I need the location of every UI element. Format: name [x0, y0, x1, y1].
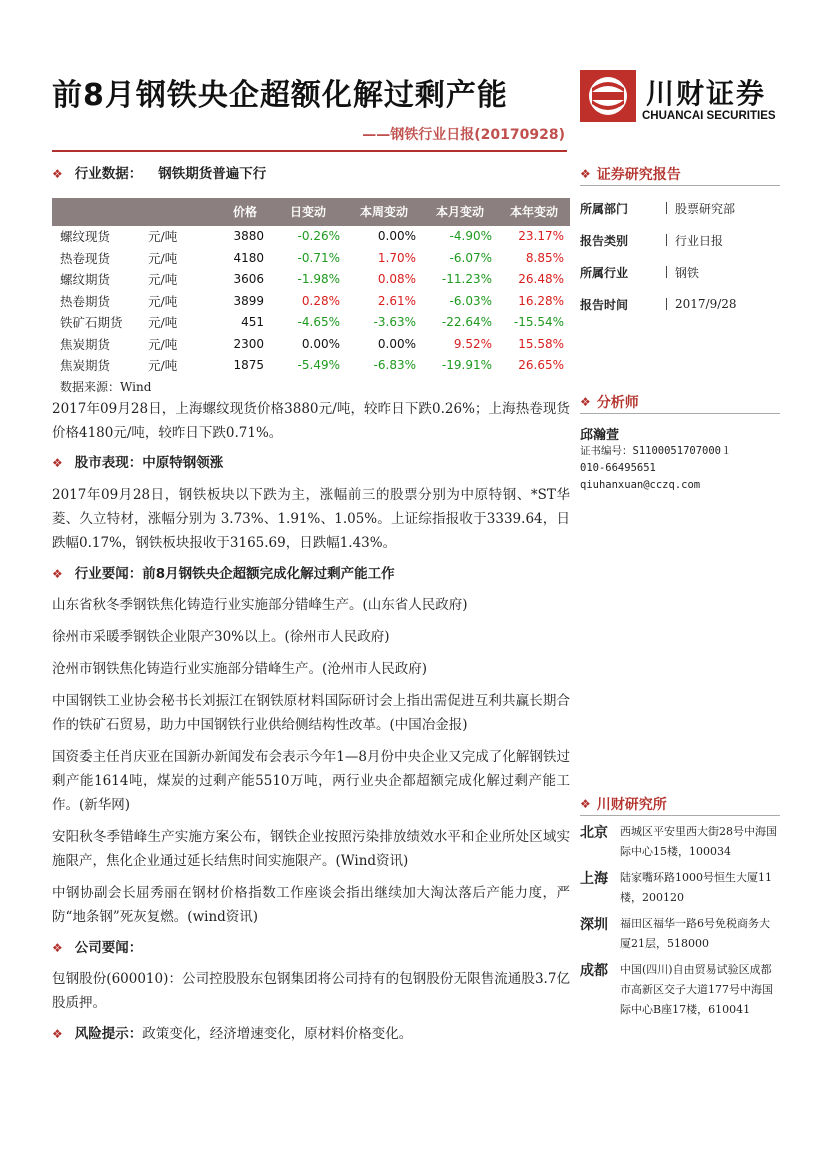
news-item: 中国钢铁工业协会秘书长刘振江在钢铁原材料国际研讨会上指出需促进互利共赢长期合作的铁矿石贸易，助力中国钢铁行业供给侧结构性改革。(中国冶金报) — [52, 692, 570, 733]
info-row — [580, 192, 780, 224]
sidebar-analyst — [580, 392, 780, 494]
news-item: 沧州市钢铁焦化铸造行业实施部分错峰生产。(沧州市人民政府) — [52, 660, 428, 677]
diamond-bullet-icon: ❖ — [52, 455, 63, 470]
info-key: 所属行业 — [580, 265, 629, 280]
cell-year: 26.65% — [518, 358, 564, 372]
risk-text: 政策变化，经济增速变化，原材料价格变化。 — [142, 1025, 413, 1042]
diamond-bullet-icon: ❖ — [580, 394, 591, 409]
city-addr: 福田区福华一路6号免税商务大厦21层，518000 — [620, 917, 770, 950]
cell-month: -22.64% — [441, 315, 492, 329]
info-value: 行业日报 — [675, 233, 724, 248]
cell-week: 2.61% — [377, 293, 416, 308]
section-label: 公司要闻： — [74, 939, 143, 956]
section-headline: 前8月钢铁央企超额完成化解过剩产能工作 — [142, 565, 395, 582]
cell-name: 焦炭期货 — [60, 336, 111, 352]
sidebar-institute — [580, 794, 780, 1020]
diamond-bullet-icon: ❖ — [52, 940, 63, 955]
cell-price: 4180 — [233, 250, 264, 265]
analyst-cert: 证书编号：S1100051707000１ — [580, 445, 732, 457]
cell-year: 15.58% — [518, 336, 564, 351]
company-paragraph: 包钢股份(600010)：公司控股股东包钢集团将公司持有的包钢股份无限售流通股3.7亿股质押。 — [52, 970, 570, 1011]
company-logo — [580, 70, 780, 130]
cell-day: 0.00% — [301, 336, 340, 351]
section-industry-data — [52, 160, 570, 188]
logo-text-cn: 川财证券 — [646, 77, 767, 110]
cell-day: -4.65% — [297, 315, 340, 329]
cell-unit: 元/吨 — [148, 315, 178, 330]
table-header-row — [52, 198, 570, 226]
section-industry-news — [52, 555, 570, 593]
cell-year: -15.54% — [513, 315, 564, 329]
cell-price: 1875 — [233, 358, 264, 372]
cell-unit: 元/吨 — [148, 250, 178, 266]
sidebar-heading-text: 证券研究报告 — [596, 166, 681, 183]
cell-name: 铁矿石期货 — [60, 315, 123, 330]
cell-month: 9.52% — [453, 336, 492, 351]
cell-price: 3606 — [233, 272, 264, 286]
sidebar-heading — [580, 392, 780, 414]
cell-week: 0.00% — [377, 336, 416, 351]
table-row — [52, 269, 570, 291]
col-header-price: 价格 — [220, 198, 270, 226]
col-header-week: 本周变动 — [346, 198, 422, 226]
price-paragraph: 2017年09月28日，上海螺纹现货价格3880元/吨，较昨日下跌0.26%；上海热卷现货价格4180元/吨，较昨日下跌0.71%。 — [52, 400, 570, 441]
diamond-bullet-icon: ❖ — [52, 566, 63, 581]
section-label: 股市表现： — [74, 454, 143, 471]
table-row — [52, 248, 570, 270]
cell-year: 16.28% — [518, 293, 564, 308]
cell-month: -19.91% — [441, 358, 492, 372]
info-value: 钢铁 — [675, 265, 700, 280]
analyst-name: 邱瀚萱 — [580, 428, 620, 443]
city-name: 成都 — [580, 963, 608, 979]
info-row — [580, 224, 780, 256]
info-key: 报告时间 — [580, 297, 629, 312]
cell-day: -5.49% — [297, 358, 340, 372]
cell-year: 26.48% — [518, 272, 564, 286]
news-item: 山东省秋冬季钢铁焦化铸造行业实施部分错峰生产。(山东省人民政府) — [52, 596, 468, 613]
logo-mark-icon — [580, 70, 636, 122]
section-headline: 钢铁期货普遍下行 — [158, 166, 267, 182]
city-name: 上海 — [580, 871, 608, 887]
cell-name: 热卷期货 — [60, 293, 111, 309]
diamond-bullet-icon: ❖ — [580, 166, 591, 181]
cell-unit: 元/吨 — [148, 358, 178, 373]
cell-day: -0.71% — [297, 250, 340, 265]
section-stock-performance — [52, 445, 570, 481]
news-item: 国资委主任肖庆亚在国新办新闻发布会表示今年1—8月份中央企业又完成了化解钢铁过剩产能1614吨，煤炭的过剩产能5510万吨，两行业央企都超额完成化解过剩产能工作。(新华网) — [52, 748, 570, 813]
diamond-bullet-icon: ❖ — [52, 167, 63, 181]
cell-day: 0.28% — [301, 293, 340, 308]
cell-name: 螺纹现货 — [60, 229, 111, 244]
section-headline: 中原特钢领涨 — [142, 454, 224, 471]
city-address — [580, 822, 780, 862]
diamond-bullet-icon: ❖ — [580, 796, 591, 811]
title-divider — [52, 150, 567, 152]
cell-name: 热卷现货 — [60, 250, 111, 266]
info-key: 所属部门 — [580, 201, 629, 216]
info-divider — [666, 202, 667, 214]
news-item: 中钢协副会长屈秀丽在钢材价格指数工作座谈会指出继续加大淘汰落后产能力度，严防“地条钢”死灰复燃。(wind资讯) — [52, 884, 570, 925]
table-row — [52, 226, 570, 248]
city-address — [580, 914, 780, 954]
city-addr: 西城区平安里西大街28号中海国际中心15楼，100034 — [620, 825, 777, 858]
col-header-day: 日变动 — [270, 198, 346, 226]
cell-week: 0.08% — [377, 272, 416, 286]
table-row — [52, 312, 570, 334]
cell-unit: 元/吨 — [148, 272, 178, 287]
analyst-email[interactable]: qiuhanxuan@cczq.com — [580, 479, 701, 491]
sidebar-heading-text: 川财研究所 — [596, 796, 667, 813]
col-header-month: 本月变动 — [422, 198, 498, 226]
cell-day: -0.26% — [297, 229, 340, 243]
cell-price: 451 — [241, 315, 264, 329]
section-risk — [52, 1015, 570, 1053]
cell-week: 1.70% — [377, 250, 416, 265]
city-addr: 陆家嘴环路1000号恒生大厦11楼，200120 — [620, 871, 772, 904]
cell-unit: 元/吨 — [148, 293, 178, 309]
sidebar-heading — [580, 794, 780, 816]
cell-price: 3899 — [233, 293, 264, 308]
info-value: 股票研究部 — [675, 201, 736, 216]
info-divider — [666, 298, 667, 310]
cell-month: -11.23% — [441, 272, 492, 286]
main-content — [52, 160, 570, 1053]
report-title: 前8月钢铁央企超额化解过剩产能 — [52, 78, 508, 113]
info-key: 报告类别 — [580, 233, 629, 248]
cell-unit: 元/吨 — [148, 336, 178, 352]
sidebar-heading — [580, 164, 780, 186]
stock-paragraph: 2017年09月28日，钢铁板块以下跌为主，涨幅前三的股票分别为中原特钢、*ST华菱、久立特材，涨幅分别为 3.73%、1.91%、1.05%。上证综指报收于3339.64，日跌幅0.17%，钢铁板块报收于3165.69，日跌幅1.43%。 — [52, 486, 570, 551]
table-row — [52, 355, 570, 377]
cell-day: -1.98% — [297, 272, 340, 286]
cell-week: -3.63% — [373, 315, 416, 329]
cell-week: 0.00% — [377, 229, 416, 243]
cell-month: -4.90% — [449, 229, 492, 243]
city-name: 北京 — [580, 825, 608, 841]
table-row — [52, 334, 570, 356]
cell-year: 23.17% — [518, 229, 564, 243]
report-subtitle: ——钢铁行业日报(20170928) — [362, 127, 565, 143]
city-address — [580, 960, 780, 1020]
section-label: 行业要闻： — [74, 565, 143, 582]
info-value: 2017/9/28 — [675, 297, 737, 311]
city-addr: 中国(四川)自由贸易试验区成都市高新区交子大道177号中海国际中心B座17楼，610041 — [620, 963, 773, 1016]
sidebar-heading-text: 分析师 — [596, 394, 639, 411]
cell-price: 2300 — [233, 336, 264, 351]
diamond-bullet-icon: ❖ — [52, 1026, 63, 1041]
news-item: 徐州市采暖季钢铁企业限产30%以上。(徐州市人民政府) — [52, 628, 390, 645]
section-company-news — [52, 929, 570, 967]
section-label: 行业数据： — [74, 166, 143, 182]
cell-month: -6.03% — [449, 293, 492, 308]
info-divider — [666, 234, 667, 246]
info-row — [580, 256, 780, 288]
cell-week: -6.83% — [373, 358, 416, 372]
cell-price: 3880 — [233, 229, 264, 243]
table-row — [52, 291, 570, 313]
cell-month: -6.07% — [449, 250, 492, 265]
city-address — [580, 868, 780, 908]
price-table — [52, 198, 570, 377]
info-row — [580, 288, 780, 320]
cell-name: 焦炭期货 — [60, 358, 111, 373]
cell-year: 8.85% — [525, 250, 564, 265]
logo-text-en: CHUANCAI SECURITIES — [642, 110, 776, 122]
col-header-year: 本年变动 — [498, 198, 570, 226]
city-name: 深圳 — [580, 917, 608, 933]
cell-unit: 元/吨 — [148, 229, 178, 244]
cell-name: 螺纹期货 — [60, 272, 111, 287]
section-label: 风险提示： — [74, 1025, 143, 1042]
table-source: 数据来源：Wind — [60, 379, 152, 394]
sidebar-report-info — [580, 164, 780, 320]
info-divider — [666, 266, 667, 278]
analyst-phone: 010-66495651 — [580, 462, 656, 474]
news-item: 安阳秋冬季错峰生产实施方案公布，钢铁企业按照污染排放绩效水平和企业所处区域实施限产，焦化企业通过延长结焦时间实施限产。(Wind资讯) — [52, 828, 570, 869]
